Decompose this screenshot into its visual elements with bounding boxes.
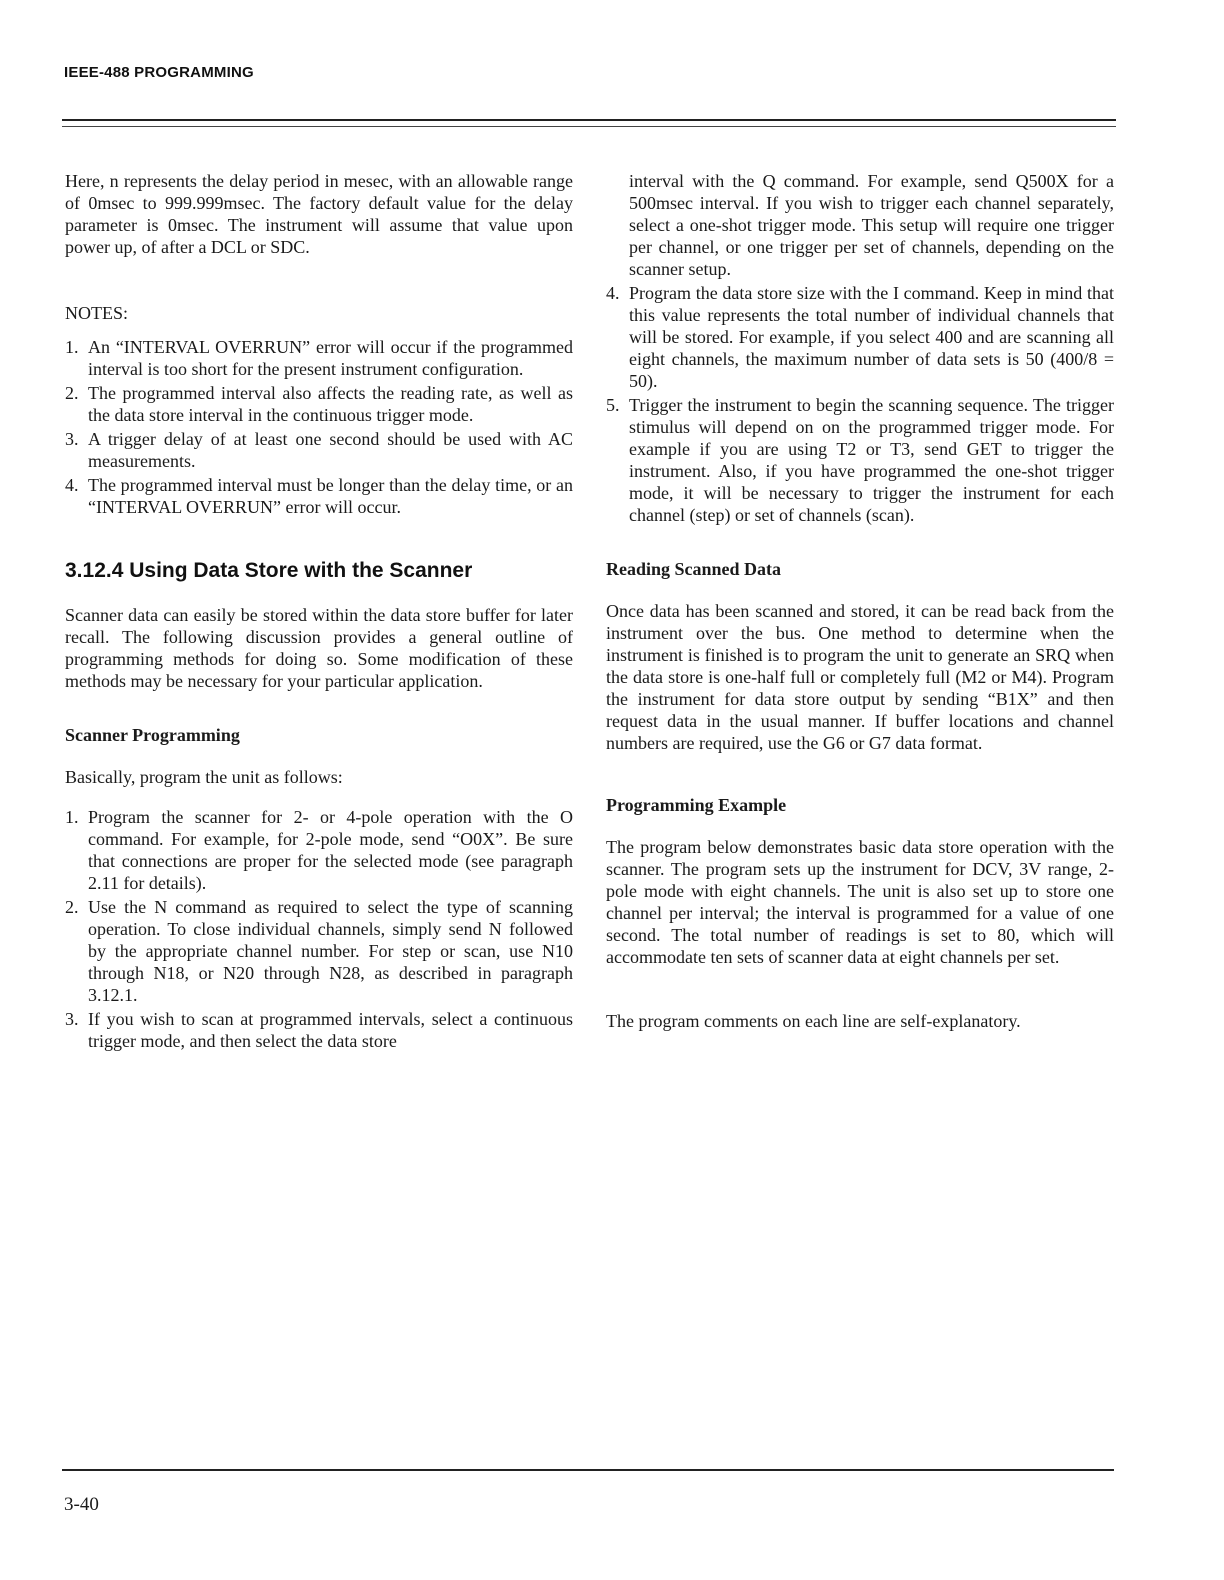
step-item: 4. Program the data store size with the I command. Keep in mind that this value represents the total number of individual channels that will be stored. For example, if you select 400 and are scanning all eight channels, the maximum number of data sets is 50 (400/8 = 50). [606, 283, 1114, 391]
step-item: 2. Use the N command as required to select the type of scanning operation. To close individual channels, simply send N followed by the appropriate channel number. For step or scan, use N10 through N18, or N20 through N28, as described in paragraph 3.12.1. [65, 897, 573, 1005]
programming-example-heading: Programming Example [606, 795, 787, 815]
step-item: 3. If you wish to scan at programmed intervals, select a continuous trigger mode, and then select the data store [65, 1009, 573, 1051]
program-comments-paragraph: The program comments on each line are self-explanatory. [606, 1011, 1021, 1031]
note-item: 1. An “INTERVAL OVERRUN” error will occur if the programmed interval is too short for the present instrument configuration. [65, 337, 573, 379]
scanner-programming-heading: Scanner Programming [65, 725, 240, 745]
programming-example-paragraph: The program below demonstrates basic data store operation with the scanner. The program sets up the instrument for DCV, 3V range, 2-pole mode with eight channels. The unit is also set up to store one channel per interval; the interval is programmed for a value of one second. The total number of readings is set to 80, which will accommodate ten sets of scanner data at eight channels per set. [606, 837, 1114, 967]
left-column [65, 170, 573, 1054]
reading-scanned-data-heading: Reading Scanned Data [606, 559, 782, 579]
header-rule-thin [62, 126, 1116, 127]
note-item: 2. The programmed interval also affects the reading rate, as well as the data store interval in the continuous trigger mode. [65, 383, 573, 425]
basically-paragraph: Basically, program the unit as follows: [65, 767, 343, 787]
header-rule-thick [62, 119, 1116, 121]
step-item: 5. Trigger the instrument to begin the scanning sequence. The trigger stimulus will depend on on the programmed trigger mode. For example if you are using T2 or T3, send GET to trigger the instrument. Also, if you have programmed the one-shot trigger mode, it will be necessary to trigger the instrument for each channel (step) or set of channels (scan). [606, 395, 1114, 525]
step-item: 1. Program the scanner for 2- or 4-pole operation with the O command. For example, for 2-pole mode, send “O0X”. Be sure that connections are proper for the selected mode (see paragraph 2.11 for details). [65, 807, 573, 893]
note-item: 4. The programmed interval must be longer than the delay time, or an “INTERVAL OVERRUN” error will occur. [65, 475, 573, 517]
section-intro-paragraph: Scanner data can easily be stored within the data store buffer for later recall. The following discussion provides a general outline of programming methods for doing so. Some modification of these methods may be necessary for your particular application. [65, 605, 573, 691]
step-item-continued: interval with the Q command. For example, send Q500X for a 500msec interval. If you wish to trigger each channel separately, select a one-shot trigger mode. This setup will require one trigger per channel, or one trigger per set of channels, depending on the scanner setup. [629, 171, 1114, 279]
delay-intro-paragraph: Here, n represents the delay period in mesec, with an allowable range of 0msec to 999.999msec. The factory default value for the delay parameter is 0msec. The instrument will assume that value upon power up, of after a DCL or SDC. [65, 171, 573, 257]
note-item: 3. A trigger delay of at least one second should be used with AC measurements. [65, 429, 573, 471]
section-heading: 3.12.4 Using Data Store with the Scanner [65, 559, 473, 582]
notes-list [65, 336, 573, 518]
running-header: IEEE-488 PROGRAMMING [64, 64, 254, 81]
notes-heading: NOTES: [65, 303, 128, 323]
right-column [606, 170, 1114, 1032]
reading-scanned-data-paragraph: Once data has been scanned and stored, it can be read back from the instrument over the bus. One method to determine when the instrument is finished is to program the unit to generate an SRQ when the data store is one-half full or completely full (M2 or M4). Program the instrument for data store output by sending “B1X” and then request data in the usual manner. If buffer locations and channel numbers are required, use the G6 or G7 data format. [606, 601, 1114, 753]
programming-steps-list [65, 806, 573, 1052]
footer-rule [62, 1469, 1114, 1471]
page-number: 3-40 [64, 1494, 99, 1515]
programming-steps-continued [606, 170, 1114, 526]
